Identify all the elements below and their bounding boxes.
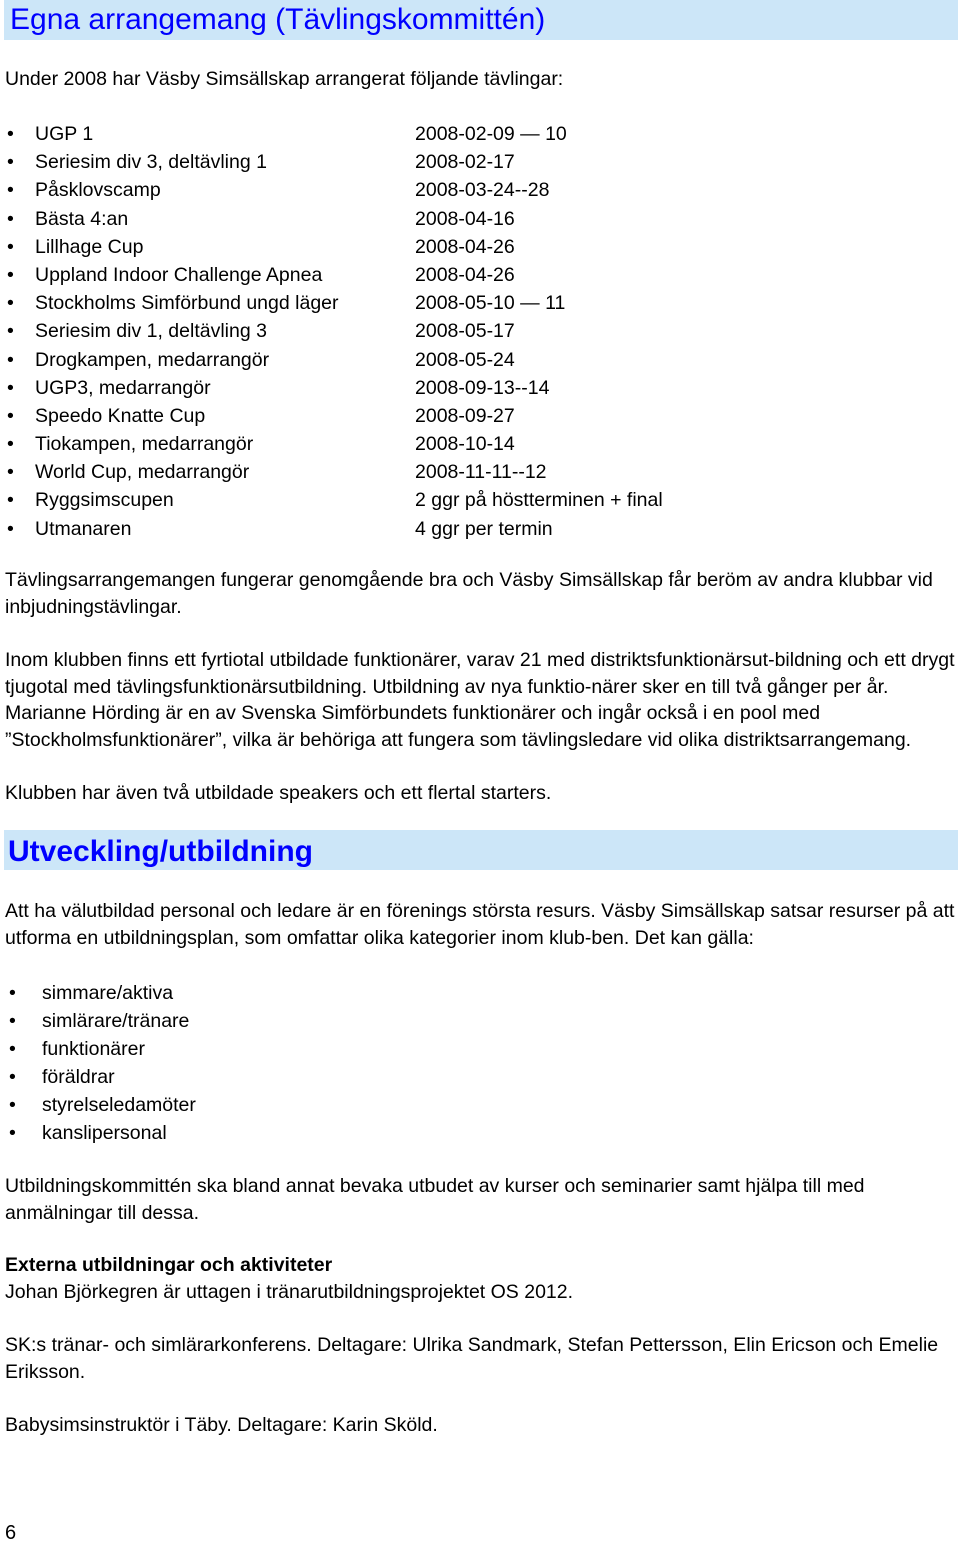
bullet-icon: • — [9, 1122, 16, 1145]
competition-date: 2008-04-26 — [415, 263, 515, 286]
competition-date: 2 ggr på höstterminen + final — [415, 489, 663, 512]
competition-date: 2008-09-27 — [415, 404, 515, 427]
competition-date: 2008-02-17 — [415, 151, 515, 174]
section-heading-utveckling: Utveckling/utbildning — [4, 830, 958, 870]
competition-item — [0, 487, 960, 515]
category-item — [0, 1064, 960, 1092]
competition-name: Tiokampen, medarrangör — [35, 433, 254, 456]
bullet-icon: • — [7, 235, 14, 258]
competition-name: Ryggsimscupen — [35, 489, 174, 512]
bullet-icon: • — [7, 433, 14, 456]
category-item — [0, 1008, 960, 1036]
paragraph-committee: Utbildningskommittén ska bland annat bevaka utbudet av kurser och seminarier samt hjälpa till med anmälningar till dessa. — [5, 1175, 865, 1224]
page-number: 6 — [5, 1522, 17, 1544]
competition-name: Bästa 4:an — [35, 207, 129, 230]
intro-text: Under 2008 har Väsby Simsällskap arrangerat följande tävlingar: — [5, 68, 564, 90]
competition-date: 2008-04-16 — [415, 207, 515, 230]
competition-name: Stockholms Simförbund ungd läger — [35, 292, 339, 315]
competition-date: 2008-04-26 — [415, 235, 515, 258]
competition-name: Uppland Indoor Challenge Apnea — [35, 263, 323, 286]
bullet-icon: • — [7, 348, 14, 371]
competition-name: Seriesim div 1, deltävling 3 — [35, 320, 267, 343]
paragraph-speakers: Klubben har även två utbildade speakers och ett flertal starters. — [5, 782, 552, 804]
competition-item — [0, 149, 960, 177]
category-item — [0, 1092, 960, 1120]
competition-item — [0, 403, 960, 431]
competition-name: Seriesim div 3, deltävling 1 — [35, 151, 267, 174]
bullet-icon: • — [7, 263, 14, 286]
category-item — [0, 980, 960, 1008]
bullet-icon: • — [7, 179, 14, 202]
competition-list — [0, 121, 960, 544]
bullet-icon: • — [9, 1094, 16, 1117]
competition-item — [0, 262, 960, 290]
competition-name: Drogkampen, medarrangör — [35, 348, 270, 371]
competition-name: Lillhage Cup — [35, 235, 144, 258]
competition-name: Speedo Knatte Cup — [35, 404, 206, 427]
bullet-icon: • — [7, 376, 14, 399]
competition-name: World Cup, medarrangör — [35, 461, 250, 484]
category-label: simlärare/tränare — [42, 1010, 190, 1033]
competition-item — [0, 290, 960, 318]
category-list — [0, 980, 960, 1149]
category-item — [0, 1036, 960, 1064]
competition-date: 2008-10-14 — [415, 433, 515, 456]
category-label: funktionärer — [42, 1038, 145, 1061]
competition-item — [0, 347, 960, 375]
competition-item — [0, 121, 960, 149]
competition-item — [0, 234, 960, 262]
competition-date: 2008-05-10 — 11 — [415, 292, 566, 315]
bullet-icon: • — [7, 292, 14, 315]
competition-date: 2008-05-17 — [415, 320, 515, 343]
competition-item — [0, 516, 960, 544]
bullet-icon: • — [9, 982, 16, 1004]
competition-name: Påsklovscamp — [35, 179, 161, 202]
section-heading-egna-arrangemang: Egna arrangemang (Tävlingskommittén) — [4, 0, 958, 40]
paragraph-officials: Inom klubben finns ett fyrtiotal utbildade funktionärer, varav 21 med distriktsfunktionärsut-bildning och ett drygt tjugotal med tävlingsfunktionärsutbildning. Utbildning av nya funktio-närer sker en till två gånger per år. Marianne Hörding är en av Svenska Simförbundets funktionärer och ingår också i en pool med ”Stockholmsfunktionärer”, vilka är behöriga att fungera som tävlingsledare vid olika distriktsarrangemang. — [5, 649, 955, 751]
bullet-icon: • — [9, 1010, 16, 1033]
competition-item — [0, 459, 960, 487]
bullet-icon: • — [7, 404, 14, 427]
competition-name: UGP 1 — [35, 123, 94, 145]
category-item — [0, 1120, 960, 1148]
competition-item — [0, 375, 960, 403]
competition-date: 4 ggr per termin — [415, 517, 553, 540]
category-label: styrelseledamöter — [42, 1094, 196, 1117]
bullet-icon: • — [9, 1038, 16, 1061]
paragraph-babysim: Babysimsinstruktör i Täby. Deltagare: Karin Sköld. — [5, 1414, 438, 1436]
intro-education: Att ha välutbildad personal och ledare är en förenings största resurs. Väsby Simsällskap satsar resurser på att utforma en utbildningsplan, som omfattar olika kategorier inom klub-ben. Det kan gälla: — [5, 900, 955, 949]
bullet-icon: • — [7, 151, 14, 174]
competition-item — [0, 318, 960, 346]
category-label: simmare/aktiva — [42, 982, 174, 1004]
bullet-icon: • — [7, 461, 14, 484]
competition-item — [0, 177, 960, 205]
competition-item — [0, 206, 960, 234]
competition-date: 2008-11-11--12 — [415, 461, 547, 484]
bullet-icon: • — [7, 207, 14, 230]
bullet-icon: • — [7, 489, 14, 512]
competition-date: 2008-05-24 — [415, 348, 515, 371]
competition-date: 2008-03-24--28 — [415, 179, 550, 202]
competition-date: 2008-02-09 — 10 — [415, 123, 567, 145]
bullet-icon: • — [7, 320, 14, 343]
competition-item — [0, 431, 960, 459]
bullet-icon: • — [7, 517, 14, 540]
bullet-icon: • — [9, 1066, 16, 1089]
competition-date: 2008-09-13--14 — [415, 376, 550, 399]
bullet-icon: • — [7, 123, 14, 145]
category-label: kanslipersonal — [42, 1122, 167, 1145]
paragraph-johan: Johan Björkegren är uttagen i tränarutbildningsprojektet OS 2012. — [5, 1281, 574, 1303]
category-label: föräldrar — [42, 1066, 115, 1089]
competition-name: UGP3, medarrangör — [35, 376, 211, 399]
competition-name: Utmanaren — [35, 517, 132, 540]
paragraph-conference: SK:s tränar- och simlärarkonferens. Deltagare: Ulrika Sandmark, Stefan Pettersson, Elin Ericson och Emelie Eriksson. — [5, 1334, 939, 1383]
subheading-external: Externa utbildningar och aktiviteter — [5, 1254, 333, 1276]
paragraph-arrangements: Tävlingsarrangemangen fungerar genomgående bra och Väsby Simsällskap får beröm av andra klubbar vid inbjudningstävlingar. — [5, 569, 933, 618]
